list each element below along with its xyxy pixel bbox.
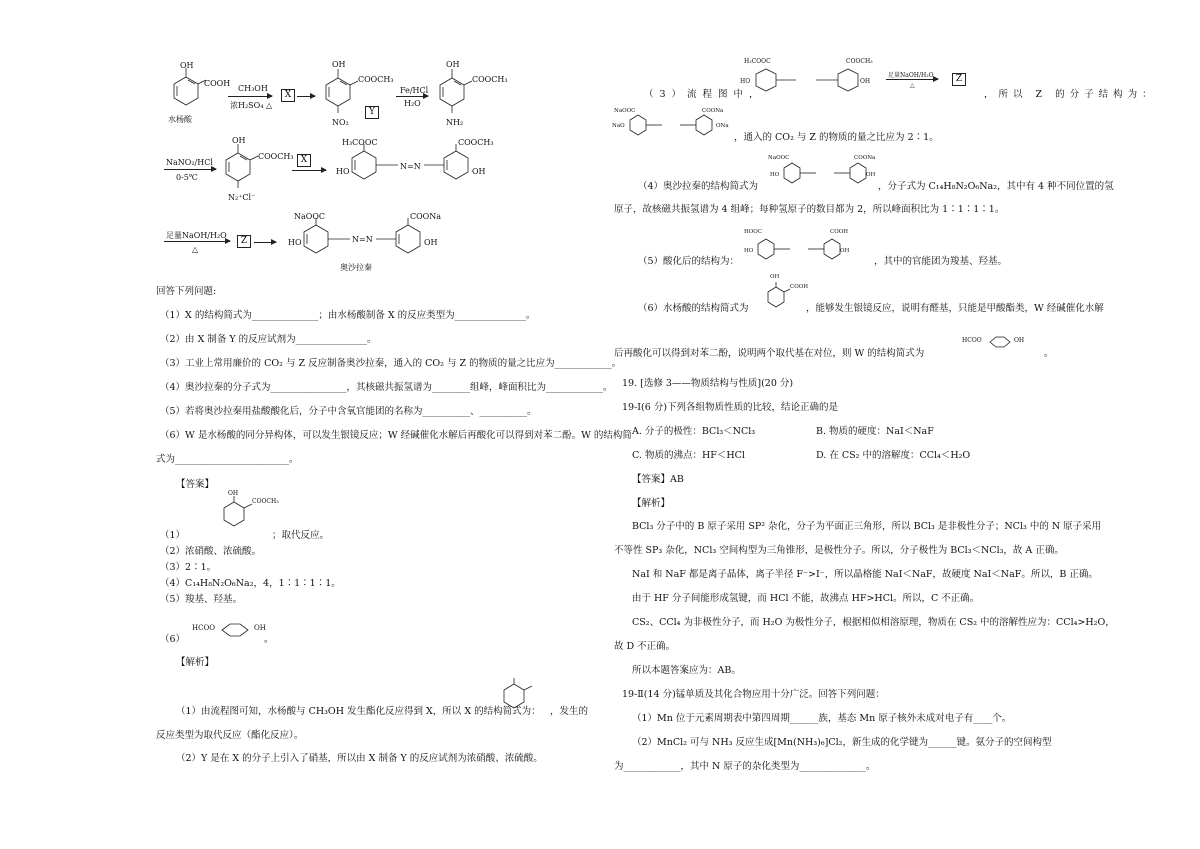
analysis-19-p4-line-2: 故 D 不正确。	[614, 641, 676, 652]
option-c[interactable]: C. 物质的沸点：HF＜HCl	[632, 450, 745, 461]
step2-arrow	[396, 96, 428, 97]
mol6-ho: HO	[288, 238, 302, 247]
diazonium-structure	[218, 150, 258, 195]
r3-prefix: （3）流程图中，	[644, 89, 765, 100]
r4-mol-oh: OH	[866, 172, 876, 178]
box-y: Y	[365, 106, 379, 119]
r4-line-2: 原子，故核磁共振氢谱为 4 组峰；每种氢原子的数目都为 2，所以峰面积比为 1∶1∶1∶1。	[614, 204, 1005, 215]
answer-6-label: （6）	[160, 634, 186, 645]
question-2: （2）由 X 制备 Y 的反应试剂为_______________。	[160, 334, 377, 345]
answer-6-hcoo: HCOO	[192, 624, 215, 632]
r6-mol-oh: OH	[770, 274, 780, 280]
section-19-1-title: 19-Ⅰ(6 分)下列各组物质性质的比较，结论正确的是	[622, 402, 839, 413]
salicylic-oh: OH	[180, 61, 194, 70]
step3-reagent: NaNO₂/HCl	[166, 158, 213, 167]
answer-6-tail: 。	[264, 634, 274, 645]
answer-3: （3）2∶1。	[160, 562, 217, 573]
answer-1-structure	[214, 498, 254, 534]
option-a[interactable]: A. 分子的极性：BCl₃＜NCl₃	[632, 426, 756, 437]
step3-arrow	[164, 169, 216, 170]
analysis-19-p1-line-1: BCl₃ 分子中的 B 原子采用 SP² 杂化，分子为平面正三角形，所以 BCl₃ 是非极性分子；NCl₃ 中的 N 原子采用	[632, 521, 1102, 532]
analysis-19-p2: NaI 和 NaF 都是离子晶体，离子半径 F⁻>I⁻，所以晶格能 NaI＜NaF，故硬度 NaI＜NaF。所以，B 正确。	[632, 569, 1098, 580]
r6-hcoo: HCOO	[962, 337, 982, 344]
option-b[interactable]: B. 物质的硬度：NaI＜NaF	[816, 426, 934, 437]
answer-6-structure	[218, 621, 258, 641]
questions-intro: 回答下列问题:	[156, 286, 217, 297]
salicylic-acid-structure	[162, 70, 202, 110]
r4-post: ，分子式为 C₁₄H₈N₂O₆Na₂，其中有 4 种不同位置的氢	[878, 181, 1114, 192]
r3-z-ona2: ONa	[716, 123, 729, 129]
r3-mol-oh: OH	[860, 78, 871, 85]
mol6-azo: N=N	[352, 235, 373, 244]
mol4-diazo: N₂⁺Cl⁻	[228, 193, 256, 202]
mol6-oh: OH	[424, 238, 438, 247]
r5-mol-ho: HO	[744, 248, 754, 254]
mol3-nh2: NH₂	[446, 118, 464, 127]
r4-mol-right: COONa	[854, 155, 876, 161]
question-19-2-2-line-1: （2）MnCl₂ 可与 NH₃ 反应生成[Mn(NH₃)₆]Cl₂，新生成的化学键为______键。氨分子的空间构型	[632, 737, 1052, 748]
mol5-azo: N=N	[400, 162, 421, 171]
question-6-line-2: 式为________________________。	[156, 454, 299, 465]
r3-condition: △	[910, 82, 915, 89]
question-3: （3）工业上常用廉价的 CO₂ 与 Z 反应制备奥沙拉秦，通入的 CO₂ 与 Z 的物质的量之比应为____________。	[160, 358, 622, 369]
analysis-1-line-2: 反应类型为取代反应（酯化反应）。	[156, 730, 304, 741]
mol2-no2: NO₂	[332, 118, 349, 127]
analysis-2: （2）Y 是在 X 的分子上引入了硝基，所以由 X 制备 Y 的反应试剂为浓硝酸、浓硫酸。	[176, 753, 543, 764]
mol3-oh: OH	[446, 60, 460, 69]
analysis-19-heading: 【解析】	[632, 498, 671, 509]
step4-arrow	[164, 241, 230, 242]
answer-5: （5）羧基、羟基。	[160, 594, 243, 605]
salicylic-cooh: COOH	[204, 79, 231, 88]
analysis-1-tail: ，发生的	[550, 706, 589, 717]
r3-arrow	[886, 79, 938, 80]
r3-mol-right: COOCH₃	[846, 58, 873, 65]
question-19-2-1: （1）Mn 位于元素周期表中第四周期______族，基态 Mn 原子核外未成对电子有____个。	[632, 713, 1012, 724]
r5-post: ，其中的官能团为羧基、羟基。	[874, 256, 1008, 267]
amine-ester-structure	[432, 75, 472, 120]
mol5-oh: OH	[472, 167, 486, 176]
question-1: （1）X 的结构简式为______________；由水杨酸制备 X 的反应类型为_______________。	[160, 310, 536, 321]
question-4: （4）奥沙拉秦的分子式为________________，其核磁共振氢谱为________组峰，峰面积比为____________。	[160, 382, 613, 393]
step3-condition: 0-5℃	[176, 173, 198, 182]
step1-condition: 浓H₂SO₄ △	[230, 101, 273, 110]
analysis-19-conclusion: 所以本题答案应为：AB。	[632, 665, 741, 676]
r5-mol-left: HOOC	[744, 229, 763, 235]
answer-4: （4）C₁₄H₈N₂O₆Na₂，4，1∶1∶1∶1。	[160, 578, 341, 589]
mol3-ester: COOCH₃	[472, 75, 508, 84]
r6-tail: 。	[1044, 348, 1054, 359]
analysis-19-p4-line-1: CS₂、CCl₄ 为非极性分子，而 H₂O 为极性分子，根据相似相溶原理，物质在 CS₂ 中的溶解性应为：CCl₄>H₂O，	[632, 617, 1115, 628]
r3-z-right: COONa	[702, 108, 724, 114]
step4-condition: △	[192, 245, 199, 254]
answer-6-oh: OH	[254, 624, 266, 632]
step-coupling-arrow	[292, 170, 326, 171]
box-z: Z	[237, 235, 251, 248]
r6-prefix: （6）水杨酸的结构简式为	[638, 303, 749, 314]
arrow-x-to-mol2	[297, 96, 315, 97]
arrow-z-to-olsalazine	[254, 242, 276, 243]
answer-1-tail: ；取代反应。	[272, 530, 330, 541]
mol6-left: NaOOC	[294, 212, 326, 221]
answer-1-oh: OH	[228, 490, 239, 497]
r4-mol-ho: HO	[770, 172, 780, 178]
r3-reagent: 足量NaOH/H₂O	[888, 72, 934, 79]
mol5-ho: HO	[336, 167, 350, 176]
mol4-oh: OH	[232, 136, 246, 145]
step1-reagent: CH₃OH	[238, 84, 268, 93]
r5-mol-right: COOH	[830, 229, 849, 235]
r4-prefix: （4）奥沙拉秦的结构简式为	[638, 181, 759, 192]
question-6-line-1: （6）W 是水杨酸的同分异构体，可以发生银镜反应；W 经碱催化水解后再酸化可以得到对苯二酚。W 的结构简	[160, 430, 632, 441]
r3-box-z: Z	[952, 73, 966, 86]
r6-line-2: 后再酸化可以得到对苯二酚，说明两个取代基在对位，则 W 的结构简式为	[614, 348, 925, 359]
r3-tail: ，通入的 CO₂ 与 Z 的物质的量之比应为 2∶1。	[734, 132, 939, 143]
section-19-2-title: 19-Ⅱ(14 分)锰单质及其化合物应用十分广泛。回答下列问题：	[622, 689, 885, 700]
nitro-ester-structure	[318, 75, 358, 120]
r6-oh: OH	[1014, 337, 1025, 344]
r5-prefix: （5）酸化后的结构为：	[638, 256, 740, 267]
r3-mol-ho: HO	[740, 78, 751, 85]
mol4-ester: COOCH₃	[258, 152, 294, 161]
r6-post: ，能够发生银镜反应，说明有醛基，只能是甲酸酯类，W 经碱催化水解	[806, 303, 1104, 314]
analysis-1-line-1: （1）由流程图可知，水杨酸与 CH₃OH 发生酯化反应得到 X，所以 X 的结构简式为：	[176, 706, 541, 717]
answer-2: （2）浓硝酸、浓硫酸。	[160, 546, 262, 557]
answer-1-ester: COOCH₃	[252, 498, 279, 505]
step1-arrow	[228, 96, 272, 97]
r3-mol-left: H₃COOC	[744, 58, 771, 65]
analysis-heading: 【解析】	[176, 657, 215, 668]
mol6-right: COONa	[410, 212, 442, 221]
mol5-left-ester: H₃COOC	[342, 138, 378, 147]
r3-z-structure	[614, 112, 734, 146]
box-x-2: X	[297, 154, 311, 167]
answer-heading: 【答案】	[176, 479, 215, 490]
answer-1-label: （1）	[160, 530, 186, 541]
mol5-right-ester: COOCH₃	[458, 138, 494, 147]
step2-reagent: Fe/HCl	[400, 86, 429, 95]
mol6-name: 奥沙拉秦	[340, 263, 372, 272]
question-5: （5）若将奥沙拉秦用盐酸酸化后，分子中含氧官能团的名称为__________、__________。	[160, 406, 537, 417]
r6-mol-cooh: COOH	[790, 284, 809, 290]
r3-post: ，所以 Z 的分子结构为：	[984, 89, 1157, 100]
mol2-oh: OH	[332, 60, 346, 69]
step2-condition: H₂O	[404, 99, 421, 108]
r3-z-ona: NaO	[612, 123, 625, 129]
box-x: X	[281, 89, 295, 102]
option-d[interactable]: D. 在 CS₂ 中的溶解度：CCl₄＜H₂O	[816, 450, 971, 461]
r4-mol-left: NaOOC	[768, 155, 790, 161]
analysis-19-p3: 由于 HF 分子间能形成氢键，而 HCl 不能，故沸点 HF>HCl。所以，C 不正确。	[632, 593, 980, 604]
r5-mol-oh: OH	[840, 248, 850, 254]
section-19-title: 19. [选修 3——物质结构与性质](20 分)	[622, 378, 794, 389]
salicylic-name: 水杨酸	[168, 115, 192, 124]
mol2-ester: COOCH₃	[358, 75, 394, 84]
r3-z-left: NaOOC	[614, 108, 636, 114]
step4-reagent: 足量NaOH/H₂O	[166, 231, 227, 240]
question-19-2-2-line-2: 为____________，其中 N 原子的杂化类型为______________。	[614, 761, 876, 772]
analysis-19-p1-line-2: 不等性 SP₃ 杂化，NCl₃ 空间构型为三角锥形，是极性分子。所以，分子极性为 BCl₃＜NCl₃，故 A 正确。	[614, 545, 1064, 556]
answer-19-1: 【答案】AB	[632, 474, 684, 485]
